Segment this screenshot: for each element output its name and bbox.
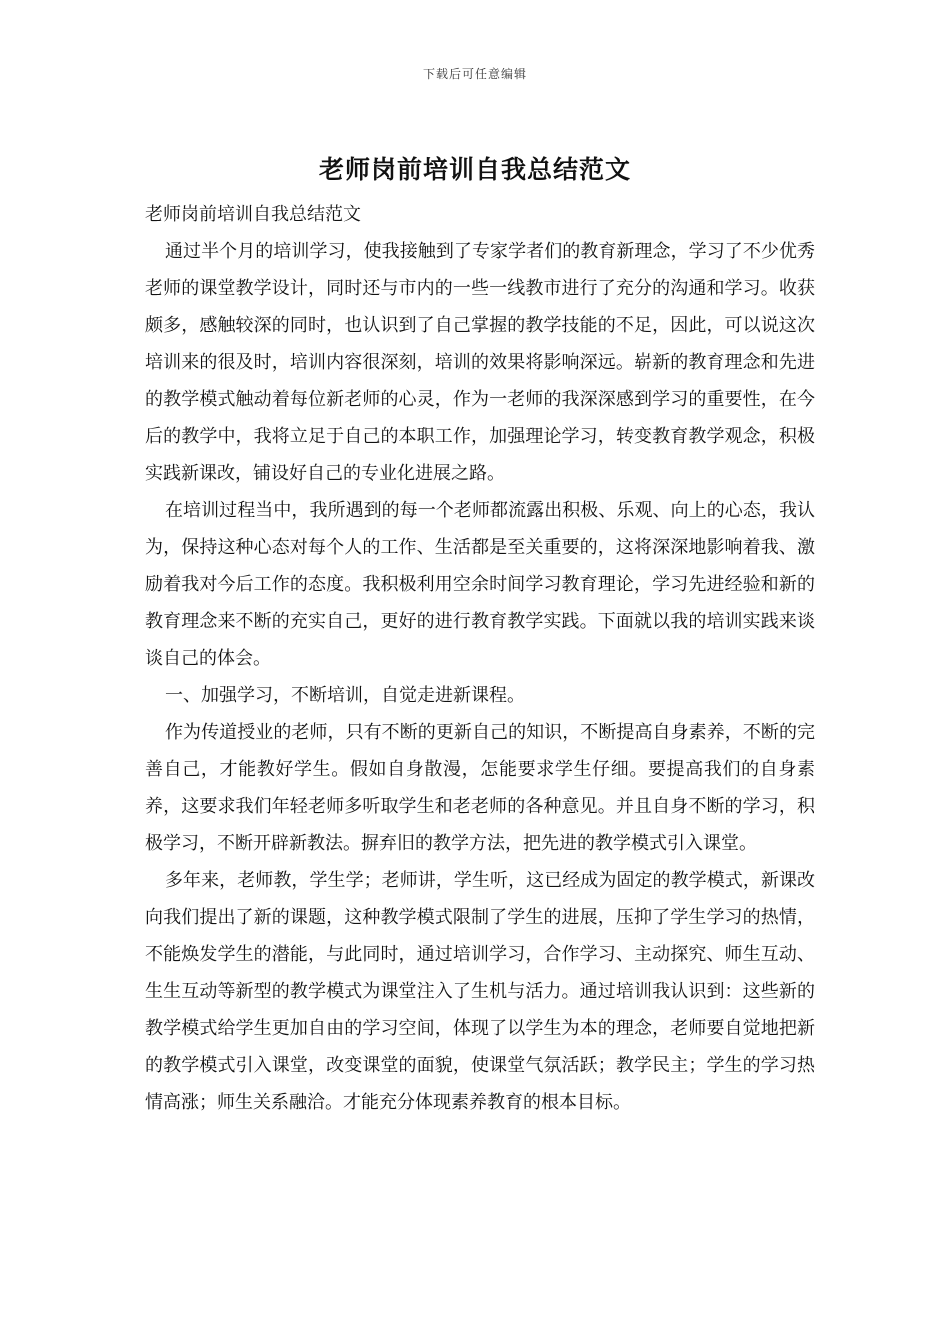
body-paragraph: 在培训过程当中，我所遇到的每一个老师都流露出积极、乐观、向上的心态，我认为，保持这种心态对每个人的工作、生活都是至关重要的，这将深深地影响着我、激励着我对今后工作的态度。我积极利用空余时间学习教育理论，学习先进经验和新的教育理念来不断的充实自己，更好的进行教育教学实践。下面就以我的培训实践来谈谈自己的体会。 bbox=[145, 500, 815, 669]
document-title: 老师岗前培训自我总结范文 bbox=[318, 155, 631, 184]
body-paragraph: 通过半个月的培训学习，使我接触到了专家学者们的教育新理念，学习了不少优秀老师的课堂教学设计，同时还与市内的一些一线教市进行了充分的沟通和学习。收获颇多，感触较深的同时，也认识到了自己掌握的教学技能的不足，因此，可以说这次培训来的很及时，培训内容很深刻，培训的效果将影响深远。崭新的教育理念和先进的教学模式触动着每位新老师的心灵，作为一老师的我深深感到学习的重要性，在今后的教学中，我将立足于自己的本职工作，加强理论学习，转变教育教学观念，积极实践新课改，铺设好自己的专业化进展之路。 bbox=[145, 241, 815, 484]
document-body bbox=[145, 196, 815, 1121]
section-heading: 一、加强学习，不断培训，自觉走进新课程。 bbox=[165, 685, 525, 706]
body-paragraph: 作为传道授业的老师，只有不断的更新自己的知识，不断提高自身素养，不断的完善自己，才能教好学生。假如自身散漫，怎能要求学生仔细。要提高我们的自身素养，这要求我们年轻老师多听取学生和老老师的各种意见。并且自身不断的学习，积极学习，不断开辟新教法。摒弃旧的教学方法，把先进的教学模式引入课堂。 bbox=[145, 722, 815, 854]
page-header: 下载后可任意编辑 bbox=[422, 67, 527, 81]
subtitle-paragraph: 老师岗前培训自我总结范文 bbox=[145, 204, 361, 225]
body-paragraph: 多年来，老师教，学生学；老师讲，学生听，这已经成为固定的教学模式，新课改向我们提出了新的课题，这种教学模式限制了学生的进展，压抑了学生学习的热情，不能焕发学生的潜能，与此同时，通过培训学习，合作学习、主动探究、师生互动、生生互动等新型的教学模式为课堂注入了生机与活力。通过培训我认识到：这些新的教学模式给学生更加自由的学习空间，体现了以学生为本的理念，老师要自觉地把新的教学模式引入课堂，改变课堂的面貌，使课堂气氛活跃；教学民主；学生的学习热情高涨；师生关系融洽。才能充分体现素养教育的根本目标。 bbox=[145, 870, 815, 1113]
